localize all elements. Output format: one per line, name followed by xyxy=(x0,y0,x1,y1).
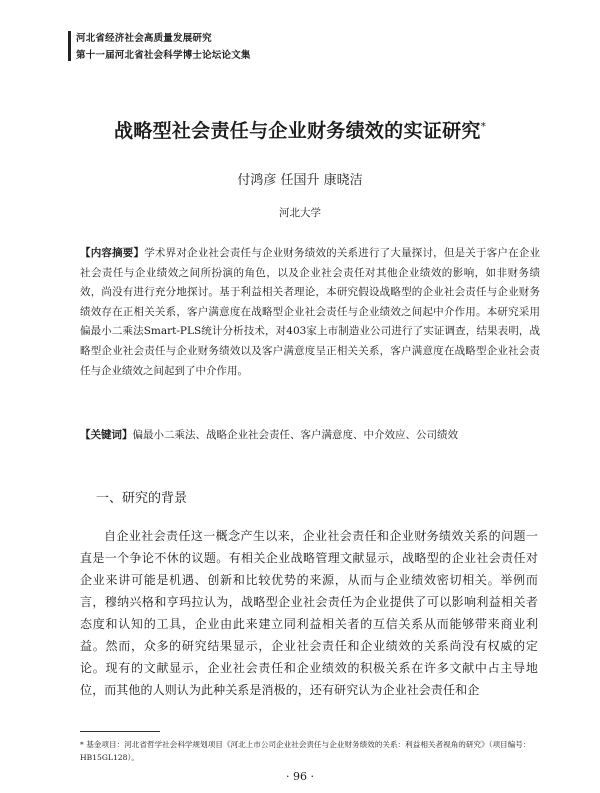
page-number: · 96 · xyxy=(286,770,314,783)
section-heading: 一、研究的背景 xyxy=(96,491,188,506)
header-series-title: 河北省经济社会高质量发展研究 xyxy=(76,33,212,44)
affiliation: 河北大学 xyxy=(279,207,321,219)
authors: 付鸿彦 任国升 康晓洁 xyxy=(237,173,363,188)
paper-title xyxy=(0,116,600,143)
body-paragraph: 自企业社会责任这一概念产生以来，企业社会责任和企业财务绩效关系的问题一直是一个争论不休的议题。有相关企业战略管理文献显示，战略型的企业社会责任对企业来讲可能是机遇、创新和比较优势的来源，从而与企业绩效密切相关。举例而言，穆纳兴格和亨玛拉认为，战略型企业社会责任为企业提供了可以影响利益相关者态度和认知的工具，企业由此来建立同利益相关者的互信关系从而能够带来商业利益。然而，众多的研究结果显示，企业社会责任和企业绩效的关系尚没有权威的定论。现有的文献显示，企业社会责任和企业绩效的积极关系在许多文献中占主导地位，而其他的人则认为此种关系是消极的，还有研究认为企业社会责任和企 xyxy=(80,529,538,697)
keywords xyxy=(80,426,540,446)
abstract-label: 【内容摘要】 xyxy=(80,247,145,259)
keywords-label: 【关键词】 xyxy=(80,429,133,441)
abstract-text: 学术界对企业社会责任与企业财务绩效的关系进行了大量探讨，但是关于客户在企业社会责任与企业绩效之间所扮演的角色，以及企业社会责任对其他企业绩效的影响，如非财务绩效，尚没有进行充分地探讨。基于利益相关者理论，本研究假设战略型的企业社会责任与企业财务绩效存在正相关关系，客户满意度在战略型企业社会责任与企业绩效之间起中介作用。本研究采用偏最小二乘法Smart-PLS统计分析技术，对403家上市制造业公司进行了实证调查，结果表明，战略型企业社会责任与企业财务绩效以及客户满意度呈正相关关系，客户满意度在战略型企业社会责任与企业绩效之间起到了中介作用。 xyxy=(80,247,541,377)
footnote: * 基金项目：河北省哲学社会科学规划项目《河北上市公司企业社会责任与企业财务绩效的关系：利益相关者视角的研究》（项目编号：HB15GL128）。 xyxy=(80,740,531,762)
header-rule xyxy=(68,31,71,61)
header-proceedings-title: 第十一届河北省社会科学博士论坛论文集 xyxy=(76,50,251,61)
title-footnote-mark: * xyxy=(480,121,486,133)
running-header xyxy=(68,28,488,64)
footnote-rule xyxy=(80,731,160,732)
abstract xyxy=(80,244,540,381)
keywords-text: 偏最小二乘法、战略企业社会责任、客户满意度、中介效应、公司绩效 xyxy=(132,429,458,441)
paper-title-text: 战略型社会责任与企业财务绩效的实证研究 xyxy=(113,120,481,142)
